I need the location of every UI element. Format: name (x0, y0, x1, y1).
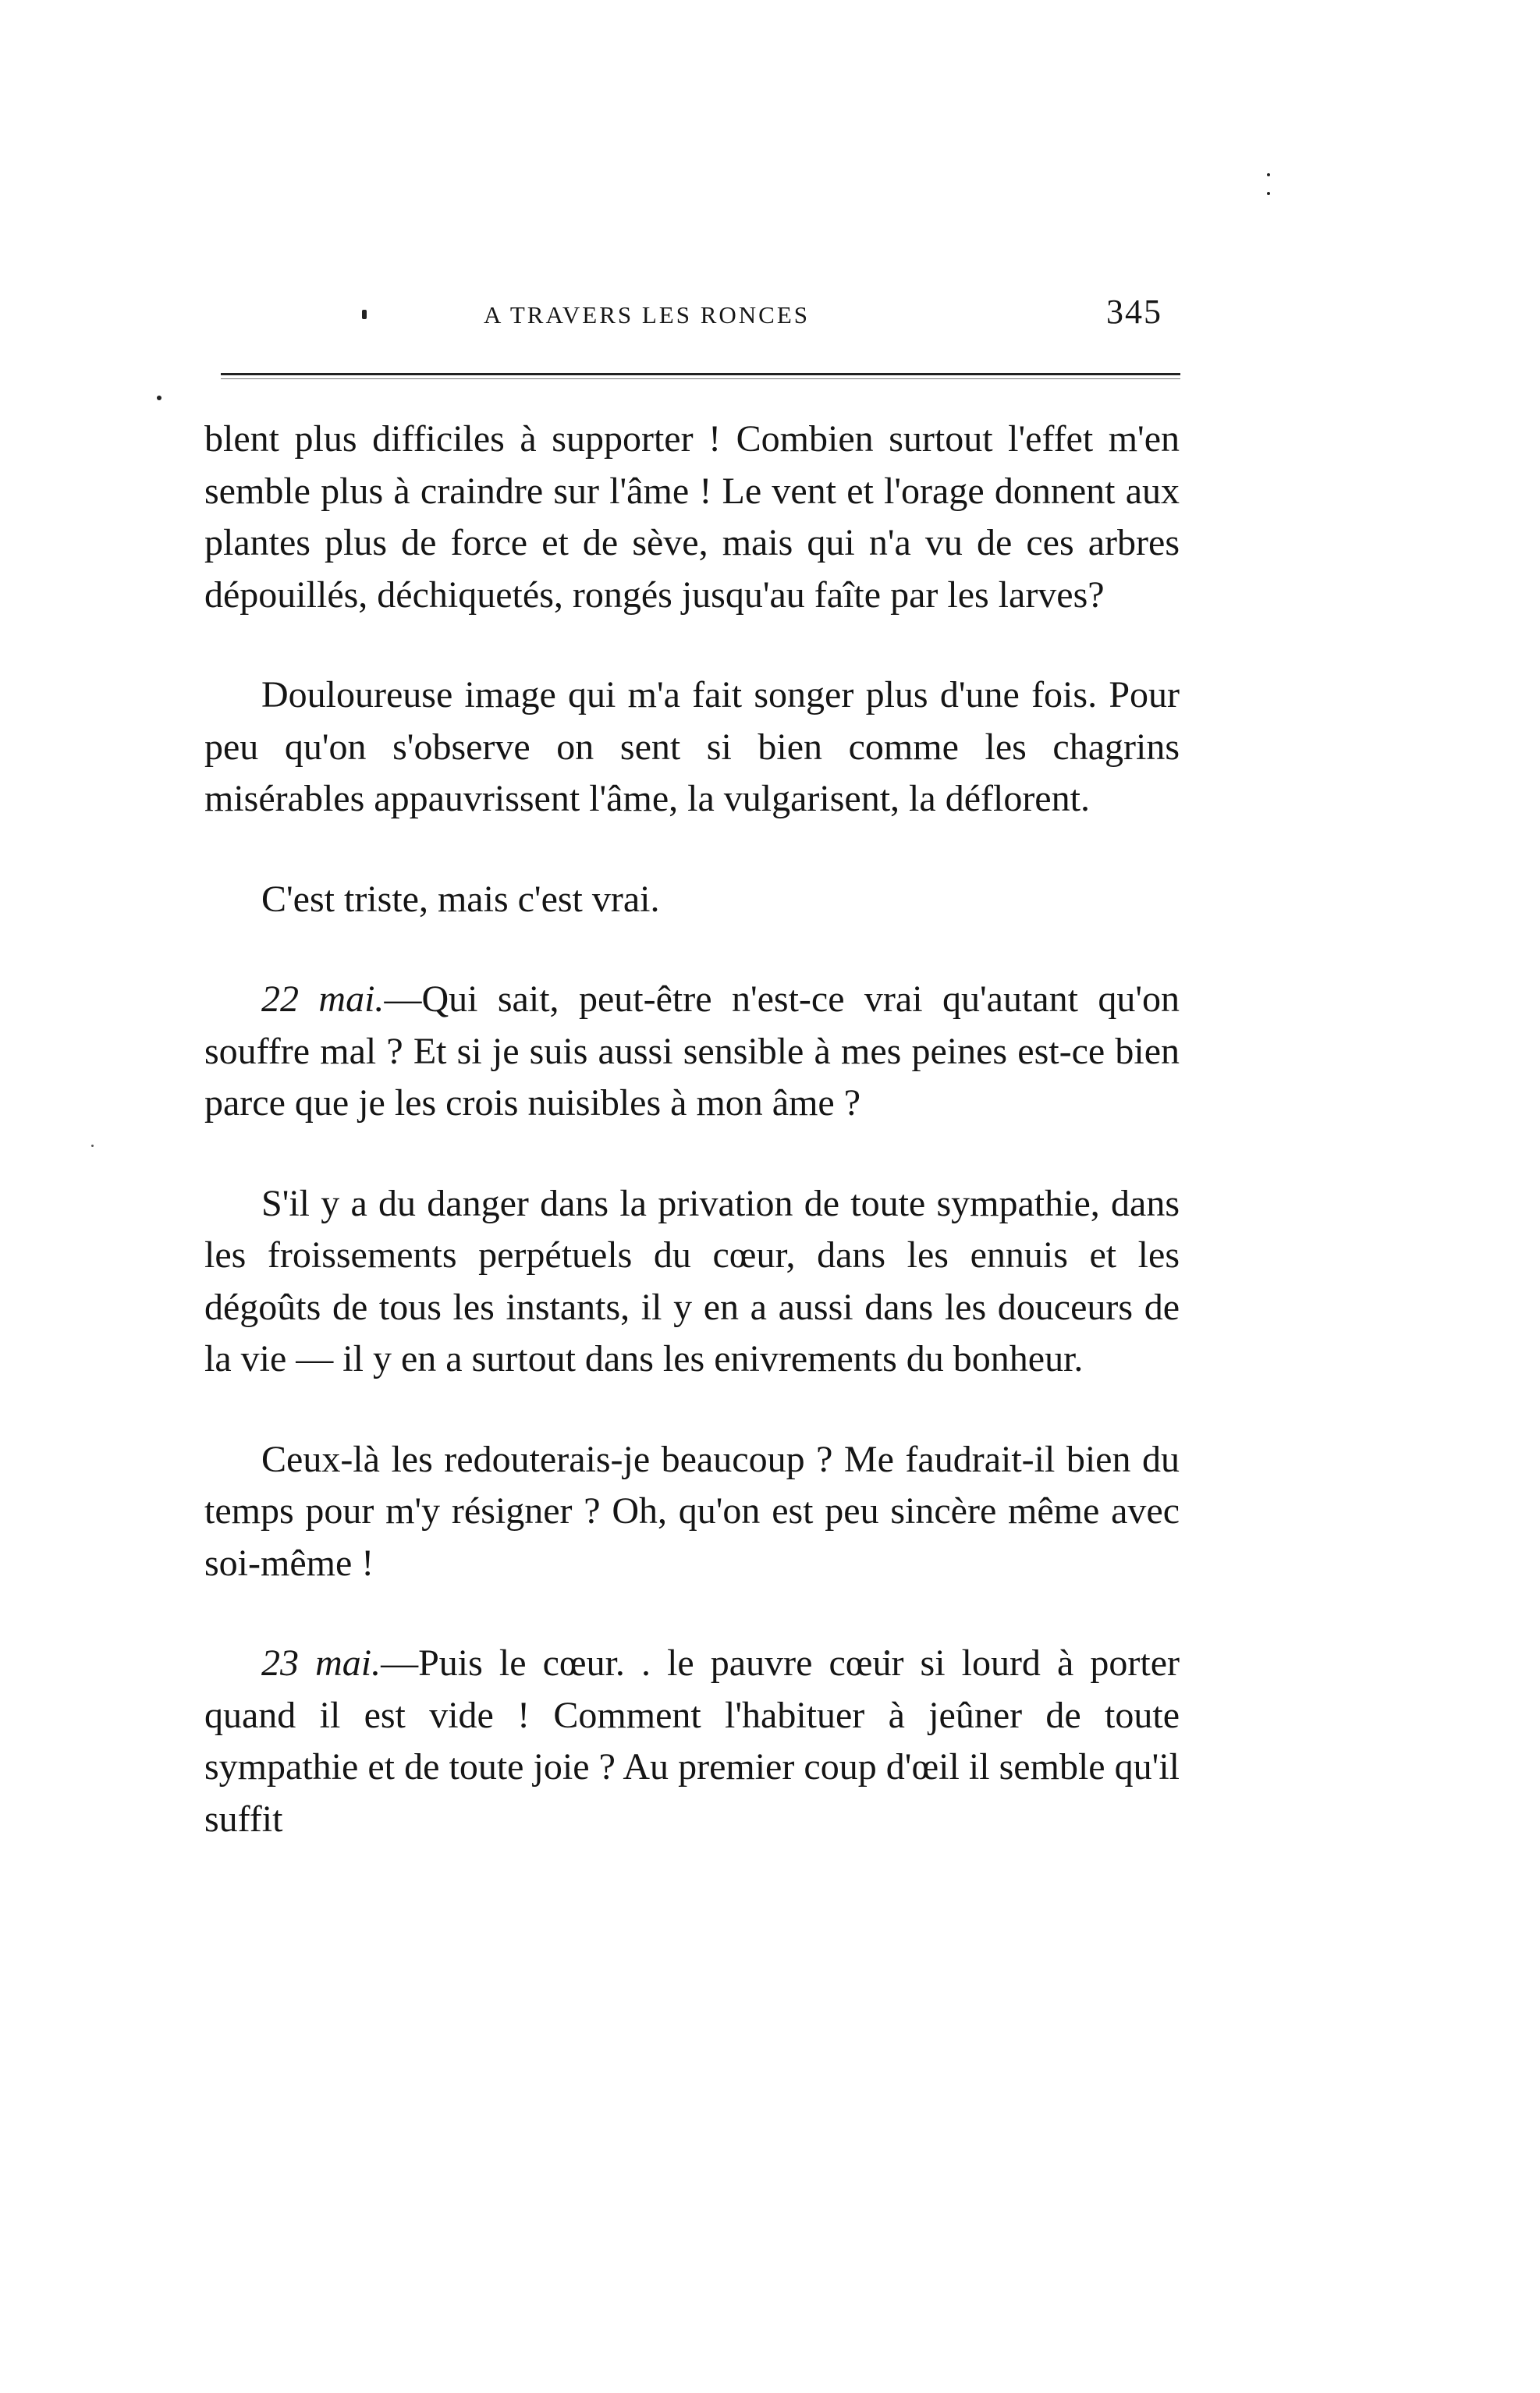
paragraph-text: —Puis le cœur. . le pauvre cœur si lourd à porter quand il est vide ! Comment l'habituer à jeûner de toute sympathie et de toute joie ? Au premier coup d'œil il semble qu'il suffit (204, 1642, 1180, 1840)
print-mark (1267, 173, 1270, 176)
diary-entry (204, 974, 1180, 1130)
diary-entry (204, 1638, 1180, 1845)
paragraph (204, 669, 1180, 825)
running-title: A TRAVERS LES RONCES (484, 301, 811, 328)
page-number: 345 (1106, 293, 1162, 331)
paragraph (204, 1178, 1180, 1386)
paragraph-text: blent plus difficiles à supporter ! Combien surtout l'effet m'en semble plus à craindre sur l'âme ! Le vent et l'orage donnent aux plantes plus de force et de sève, mais qui n'a vu de ces arbres dépouillés, déchiquetés, rongés jusqu'au faîte par les larves? (204, 418, 1180, 616)
paragraph-text: S'il y a du danger dans la privation de toute sympathie, dans les froissements perpétuels du cœur, dans les ennuis et les dégoûts de tous les instants, il y en a aussi dans les douceurs de la vie — il y en a surtout dans les enivrements du bonheur. (204, 1182, 1180, 1379)
body-text (204, 414, 1180, 1845)
print-mark (1267, 192, 1270, 195)
paragraph-text: Douloureuse image qui m'a fait songer plus d'une fois. Pour peu qu'on s'observe on sent si bien comme les chagrins misérables appauvrissent l'âme, la vulgarisent, la déflorent. (204, 674, 1180, 819)
header-rule (221, 373, 1180, 375)
entry-date: 22 mai. (261, 978, 385, 1020)
paragraph (204, 1434, 1180, 1590)
print-mark (362, 310, 367, 319)
print-mark (157, 396, 161, 400)
paragraph (204, 874, 1180, 926)
entry-date: 23 mai. (261, 1642, 381, 1684)
paragraph (204, 414, 1180, 621)
header-rule (221, 378, 1180, 379)
paragraph-text: Ceux-là les redouterais-je beaucoup ? Me faudrait-il bien du temps pour m'y résigner ? Oh, qu'on est peu sincère même avec soi-même ! (204, 1438, 1180, 1584)
print-mark (91, 1145, 94, 1147)
paragraph-text: —Qui sait, peut-être n'est-ce vrai qu'autant qu'on souffre mal ? Et si je suis aussi sensible à mes peines est-ce bien parce que je les crois nuisibles à mon âme ? (204, 978, 1180, 1124)
paragraph-text: C'est triste, mais c'est vrai. (261, 878, 660, 920)
